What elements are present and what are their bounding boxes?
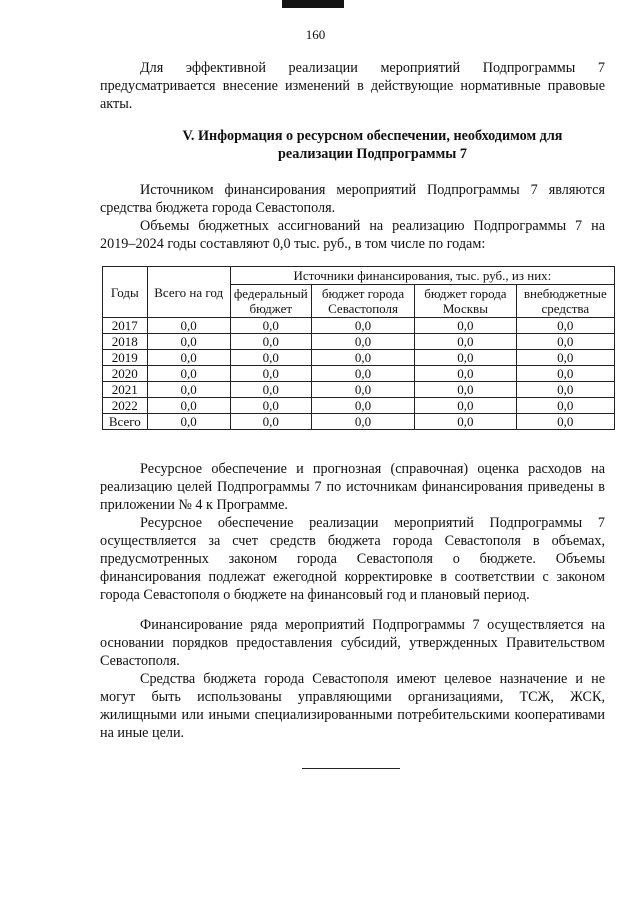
cell-year: 2019 [103,350,148,366]
cell-moscow: 0,0 [415,334,516,350]
cell-federal: 0,0 [230,414,311,430]
header-year: Годы [103,267,148,318]
cell-total: 0,0 [147,414,230,430]
paragraph-purpose: Средства бюджета города Севастополя имеют целевое назначение и не могут быть использованы управляющими организациями, ТСЖ, ЖСК, жилищными или иными специализированными потребительскими кооперативами на иные цели. [100,671,605,741]
cell-federal: 0,0 [230,366,311,382]
header-total: Всего на год [147,267,230,318]
cell-year: 2017 [103,318,148,334]
cell-sevastopol: 0,0 [311,414,414,430]
paragraph-volumes: Объемы бюджетных ассигнований на реализацию Подпрограммы 7 на 2019–2024 годы составляют 0,0 тыс. руб., в том числе по годам: [100,218,605,252]
header-moscow: бюджет города Москвы [415,285,516,318]
cell-extrabudget: 0,0 [516,366,614,382]
cell-year: 2018 [103,334,148,350]
section-heading-line-1: V. Информация о ресурсном обеспечении, необходимом для [182,128,563,144]
table-row [103,350,615,366]
paragraph-sources: Источником финансирования мероприятий Подпрограммы 7 являются средства бюджета города Севастополя. [100,182,605,216]
paragraph-resource-estimate: Ресурсное обеспечение и прогнозная (справочная) оценка расходов на реализацию целей Подпрограммы 7 по источникам финансирования приведены в приложении № 4 к Программе. [100,461,605,513]
cell-moscow: 0,0 [415,414,516,430]
cell-federal: 0,0 [230,350,311,366]
table-row [103,334,615,350]
section-heading-line-2: реализации Подпрограммы 7 [278,146,467,162]
cell-sevastopol: 0,0 [311,334,414,350]
cell-year: Всего [103,414,148,430]
cell-moscow: 0,0 [415,350,516,366]
closing-divider-line [302,768,400,769]
table-row [103,318,615,334]
header-sources-group: Источники финансирования, тыс. руб., из них: [230,267,614,285]
cell-total: 0,0 [147,398,230,414]
cell-federal: 0,0 [230,398,311,414]
cell-moscow: 0,0 [415,398,516,414]
cell-total: 0,0 [147,366,230,382]
cell-sevastopol: 0,0 [311,398,414,414]
paragraph-resource-provision: Ресурсное обеспечение реализации мероприятий Подпрограммы 7 осуществляется за счет средств бюджета города Севастополя в объемах, предусмотренных законом города Севастополя о бюджете. Объемы финансирования подлежат ежегодной корректировке в соответствии с законом города Севастополя о бюджете на финансовый год и плановый период. [100,515,605,603]
paragraph-financing-order: Финансирование ряда мероприятий Подпрограммы 7 осуществляется на основании порядков предоставления субсидий, утвержденных Правительством Севастополя. [100,617,605,669]
cell-total: 0,0 [147,350,230,366]
intro-paragraph: Для эффективной реализации мероприятий Подпрограммы 7 предусматривается внесение изменений в действующие нормативные правовые акты. [100,60,605,112]
cell-extrabudget: 0,0 [516,382,614,398]
top-scan-mark [282,0,344,8]
table-row-total [103,414,615,430]
table-row [103,382,615,398]
section-heading [100,127,631,163]
cell-total: 0,0 [147,334,230,350]
cell-federal: 0,0 [230,382,311,398]
cell-federal: 0,0 [230,334,311,350]
cell-sevastopol: 0,0 [311,382,414,398]
cell-sevastopol: 0,0 [311,350,414,366]
cell-total: 0,0 [147,318,230,334]
header-extrabudget: внебюджетные средства [516,285,614,318]
cell-year: 2021 [103,382,148,398]
cell-year: 2022 [103,398,148,414]
cell-extrabudget: 0,0 [516,334,614,350]
financing-table [102,266,615,430]
cell-federal: 0,0 [230,318,311,334]
cell-moscow: 0,0 [415,366,516,382]
page-number: 160 [305,27,326,42]
header-federal: федеральный бюджет [230,285,311,318]
table-row [103,398,615,414]
cell-moscow: 0,0 [415,382,516,398]
cell-sevastopol: 0,0 [311,318,414,334]
cell-extrabudget: 0,0 [516,398,614,414]
cell-sevastopol: 0,0 [311,366,414,382]
cell-year: 2020 [103,366,148,382]
cell-extrabudget: 0,0 [516,414,614,430]
cell-extrabudget: 0,0 [516,350,614,366]
cell-extrabudget: 0,0 [516,318,614,334]
header-sevastopol: бюджет города Севастополя [311,285,414,318]
table-header-row [103,267,615,285]
cell-moscow: 0,0 [415,318,516,334]
table-row [103,366,615,382]
cell-total: 0,0 [147,382,230,398]
